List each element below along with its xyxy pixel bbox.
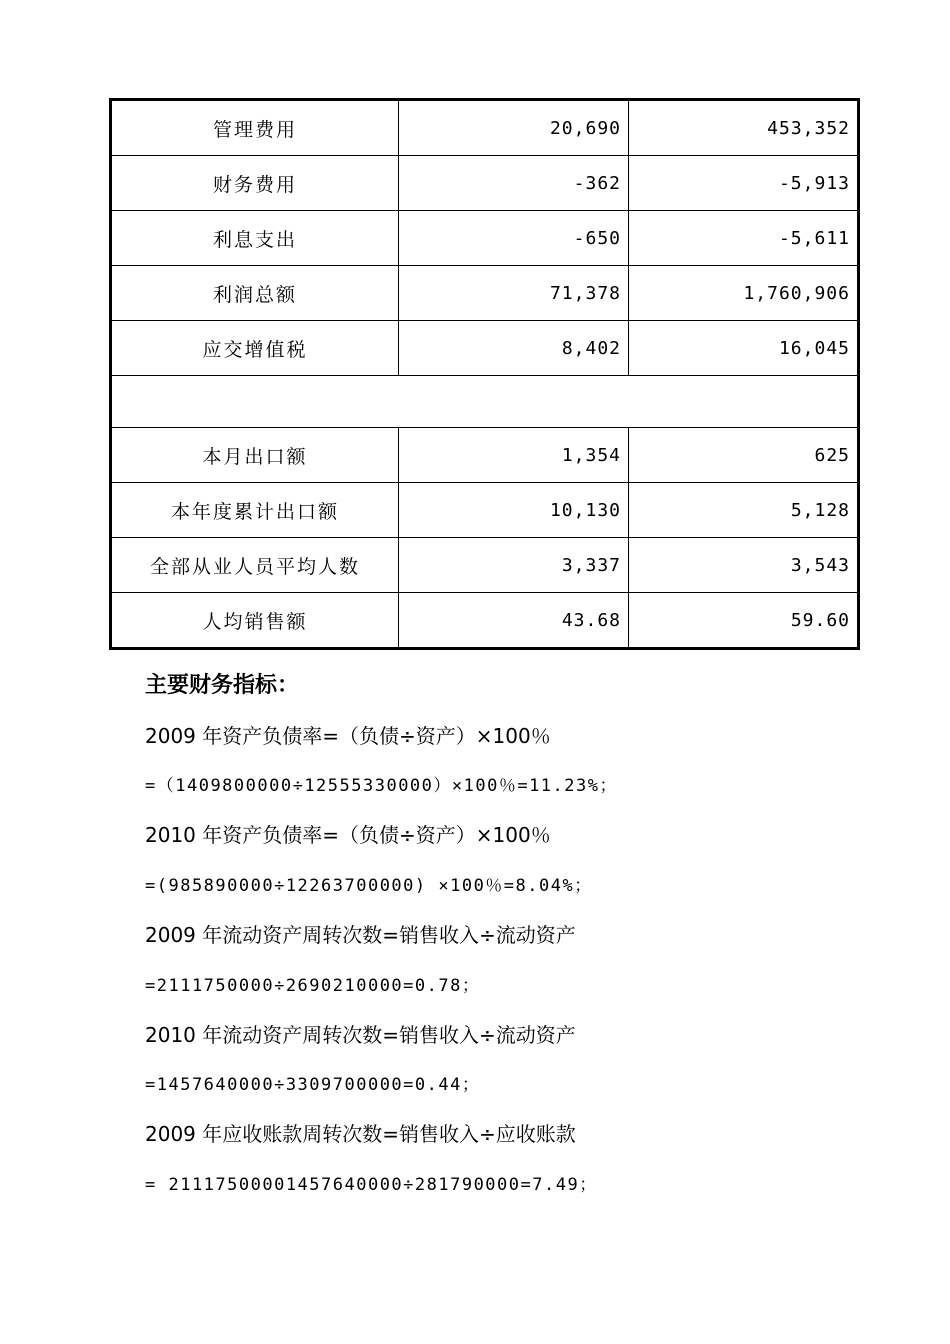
table-row [111,266,859,321]
table-row [111,321,859,376]
row-value-2: -5,611 [629,211,859,266]
formula-line: 2010 年资产负债率=（负债÷资产）×100％ [145,823,551,847]
table-row [111,538,859,593]
row-value-2: 59.60 [629,593,859,649]
formula-line: 2009 年应收账款周转次数=销售收入÷应收账款 [145,1122,576,1146]
row-label: 本年度累计出口额 [111,483,399,538]
row-label: 管理费用 [111,100,399,156]
row-label: 利息支出 [111,211,399,266]
row-value-2: -5,913 [629,156,859,211]
row-value-2: 5,128 [629,483,859,538]
empty-cell [111,376,859,428]
formula-line: 2009 年流动资产周转次数=销售收入÷流动资产 [145,923,576,947]
row-label: 财务费用 [111,156,399,211]
row-value-1: 1,354 [399,428,629,483]
empty-row [111,376,859,428]
formula-line: = 21117500001457640000÷281790000=7.49； [145,1175,598,1195]
row-value-1: 71,378 [399,266,629,321]
row-value-1: 10,130 [399,483,629,538]
row-value-1: -650 [399,211,629,266]
row-label: 全部从业人员平均人数 [111,538,399,593]
formula-line: 2010 年流动资产周转次数=销售收入÷流动资产 [145,1023,576,1047]
table-row [111,428,859,483]
row-label: 本月出口额 [111,428,399,483]
row-value-1: 3,337 [399,538,629,593]
table-row [111,100,859,156]
formula-line: 2009 年资产负债率=（负债÷资产）×100％ [145,724,551,748]
financial-table [109,98,860,650]
table-row [111,593,859,649]
row-value-2: 16,045 [629,321,859,376]
row-value-2: 453,352 [629,100,859,156]
row-value-1: -362 [399,156,629,211]
section-heading: 主要财务指标： [145,673,300,698]
formula-line: =(985890000÷12263700000) ×100％=8.04%； [145,876,593,896]
row-value-2: 625 [629,428,859,483]
row-value-1: 8,402 [399,321,629,376]
table-row [111,483,859,538]
table-row [111,156,859,211]
formula-line: =1457640000÷3309700000=0.44； [145,1075,481,1095]
row-label: 利润总额 [111,266,399,321]
row-value-2: 3,543 [629,538,859,593]
row-value-2: 1,760,906 [629,266,859,321]
table-row [111,211,859,266]
row-value-1: 43.68 [399,593,629,649]
formula-line: =2111750000÷2690210000=0.78； [145,976,481,996]
formula-line: =（1409800000÷12555330000）×100％=11.23%； [145,776,618,796]
row-label: 应交增值税 [111,321,399,376]
row-label: 人均销售额 [111,593,399,649]
row-value-1: 20,690 [399,100,629,156]
